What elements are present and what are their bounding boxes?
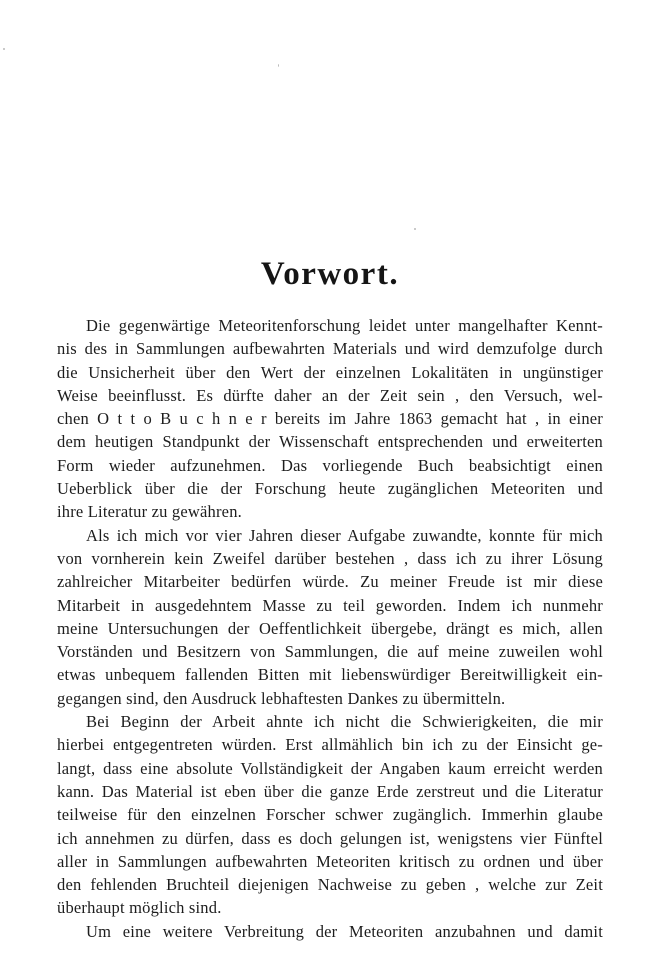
text-line: Form wieder aufzunehmen. Das vorliegende Buch beabsichtigt einen: [57, 455, 603, 475]
text-line: Als ich mich vor vier Jahren dieser Aufgabe zuwandte, konnte für mich: [86, 525, 603, 545]
paragraph-1: [57, 314, 603, 524]
text-line: chen O t t o B u c h n e r bereits im Jahre 1863 gemacht hat , in einer: [57, 409, 603, 429]
text-line: ich annehmen zu dürfen, dass es doch gelungen ist, wenigstens vier Fünftel: [57, 828, 603, 848]
scan-speck: [414, 228, 416, 230]
text-line: gegangen sind, den Ausdruck lebhaftesten Dankes zu übermitteln.: [57, 688, 506, 708]
text-line: zahlreicher Mitarbeiter bedürfen würde. Zu meiner Freude ist mir diese: [57, 572, 603, 592]
page-title: Vorwort.: [260, 256, 400, 292]
paragraph-4: [57, 920, 603, 943]
paragraph-2: [57, 524, 603, 710]
text-line: Mitarbeit in ausgedehntem Masse zu teil geworden. Indem ich nunmehr: [57, 595, 603, 615]
text-line: Bei Beginn der Arbeit ahnte ich nicht die Schwierigkeiten, die mir: [86, 712, 603, 732]
text-line: Die gegenwärtige Meteoritenforschung leidet unter mangelhafter Kennt-: [86, 316, 603, 335]
text-line: den fehlenden Bruchteil diejenigen Nachweise zu geben , welche zur Zeit: [57, 875, 603, 895]
text-line: Weise beeinflusst. Es dürfte daher an der Zeit sein , den Versuch, wel-: [57, 385, 603, 405]
text-line: ihre Literatur zu gewähren.: [57, 502, 242, 522]
paragraph-3: [57, 710, 603, 920]
text-line: langt, dass eine absolute Vollständigkeit der Angaben kaum erreicht werden: [57, 758, 603, 778]
page-content: [57, 256, 603, 943]
text-line: die Unsicherheit über den Wert der einzelnen Lokalitäten in ungünstiger: [57, 362, 603, 382]
text-line: Ueberblick über die der Forschung heute zugänglichen Meteoriten und: [57, 479, 603, 499]
text-line: teilweise für den einzelnen Forscher schwer zugänglich. Immerhin glaube: [57, 805, 603, 825]
scan-speck: [3, 48, 5, 50]
text-line: meine Untersuchungen der Oeffentlichkeit übergebe, drängt es mich, allen: [57, 618, 603, 638]
text-line: etwas unbequem fallenden Bitten mit liebenswürdiger Bereitwilligkeit ein-: [57, 665, 603, 685]
text-line: Vorständen und Besitzern von Sammlungen, die auf meine zuweilen wohl: [57, 642, 603, 662]
text-line: aller in Sammlungen aufbewahrten Meteoriten kritisch zu ordnen und über: [57, 851, 603, 871]
text-line: nis des in Sammlungen aufbewahrten Materials und wird demzufolge durch: [57, 339, 603, 359]
text-line: von vornherein kein Zweifel darüber bestehen , dass ich zu ihrer Lösung: [57, 548, 603, 568]
text-line: überhaupt möglich sind.: [57, 898, 222, 918]
scan-speck: [278, 64, 279, 67]
text-line: dem heutigen Standpunkt der Wissenschaft entsprechenden und erweiterten: [57, 432, 603, 452]
text-line: hierbei entgegentreten würden. Erst allmählich bin ich zu der Einsicht ge-: [57, 735, 603, 755]
text-line: kann. Das Material ist eben über die ganze Erde zerstreut und die Literatur: [57, 781, 603, 801]
text-line: Um eine weitere Verbreitung der Meteoriten anzubahnen und damit: [86, 921, 603, 941]
